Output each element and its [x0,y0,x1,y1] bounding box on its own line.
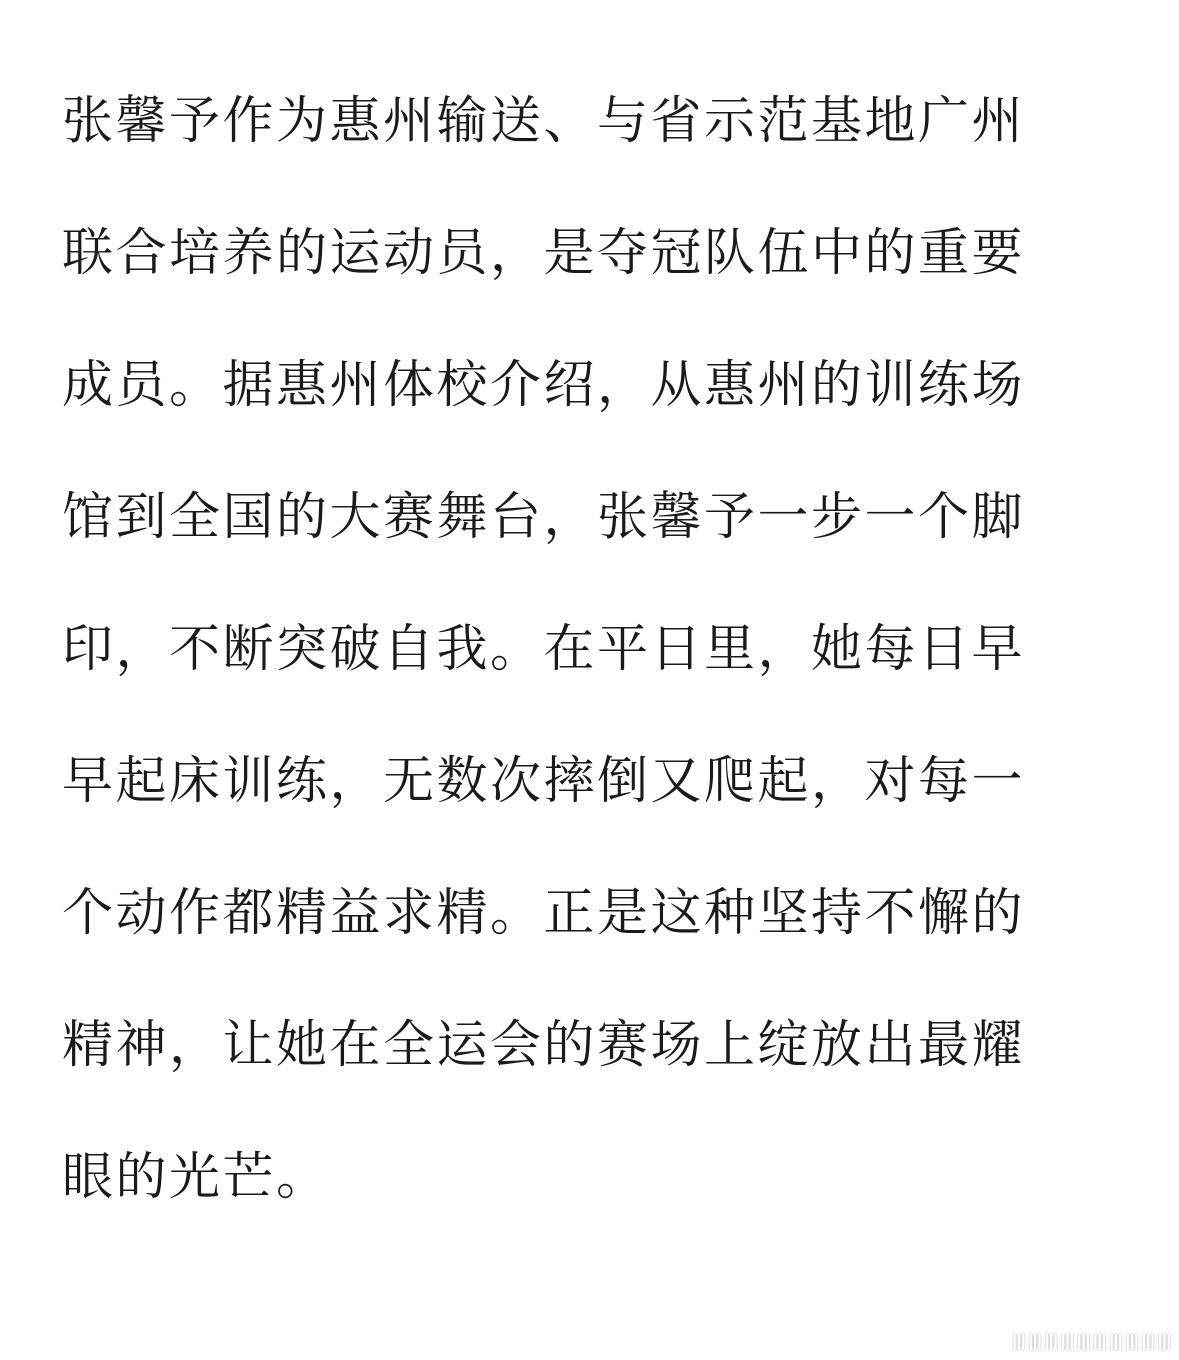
article-line: 个动作都精益求精。正是这种坚持不懈的 [62,884,1026,943]
article-line: 印，不断突破自我。在平日里，她每日早 [62,620,1026,679]
article-line: 眼的光芒。 [62,1148,330,1207]
article-line: 馆到全国的大赛舞台，张馨予一步一个脚 [62,488,1026,547]
article-line: 张馨予作为惠州输送、与省示范基地广州 [62,92,1026,151]
article-body [62,82,1122,1270]
article-line: 早起床训练，无数次摔倒又爬起，对每一 [62,752,1026,811]
article-line: 精神，让她在全运会的赛场上绽放出最耀 [62,1016,1026,1075]
article-line: 联合培养的运动员，是夺冠队伍中的重要 [62,224,1026,283]
watermark: ⅢⅢⅢⅢⅢⅢⅢⅢⅢⅢ [1011,1330,1173,1355]
article-line: 成员。据惠州体校介绍，从惠州的训练场 [62,356,1026,415]
